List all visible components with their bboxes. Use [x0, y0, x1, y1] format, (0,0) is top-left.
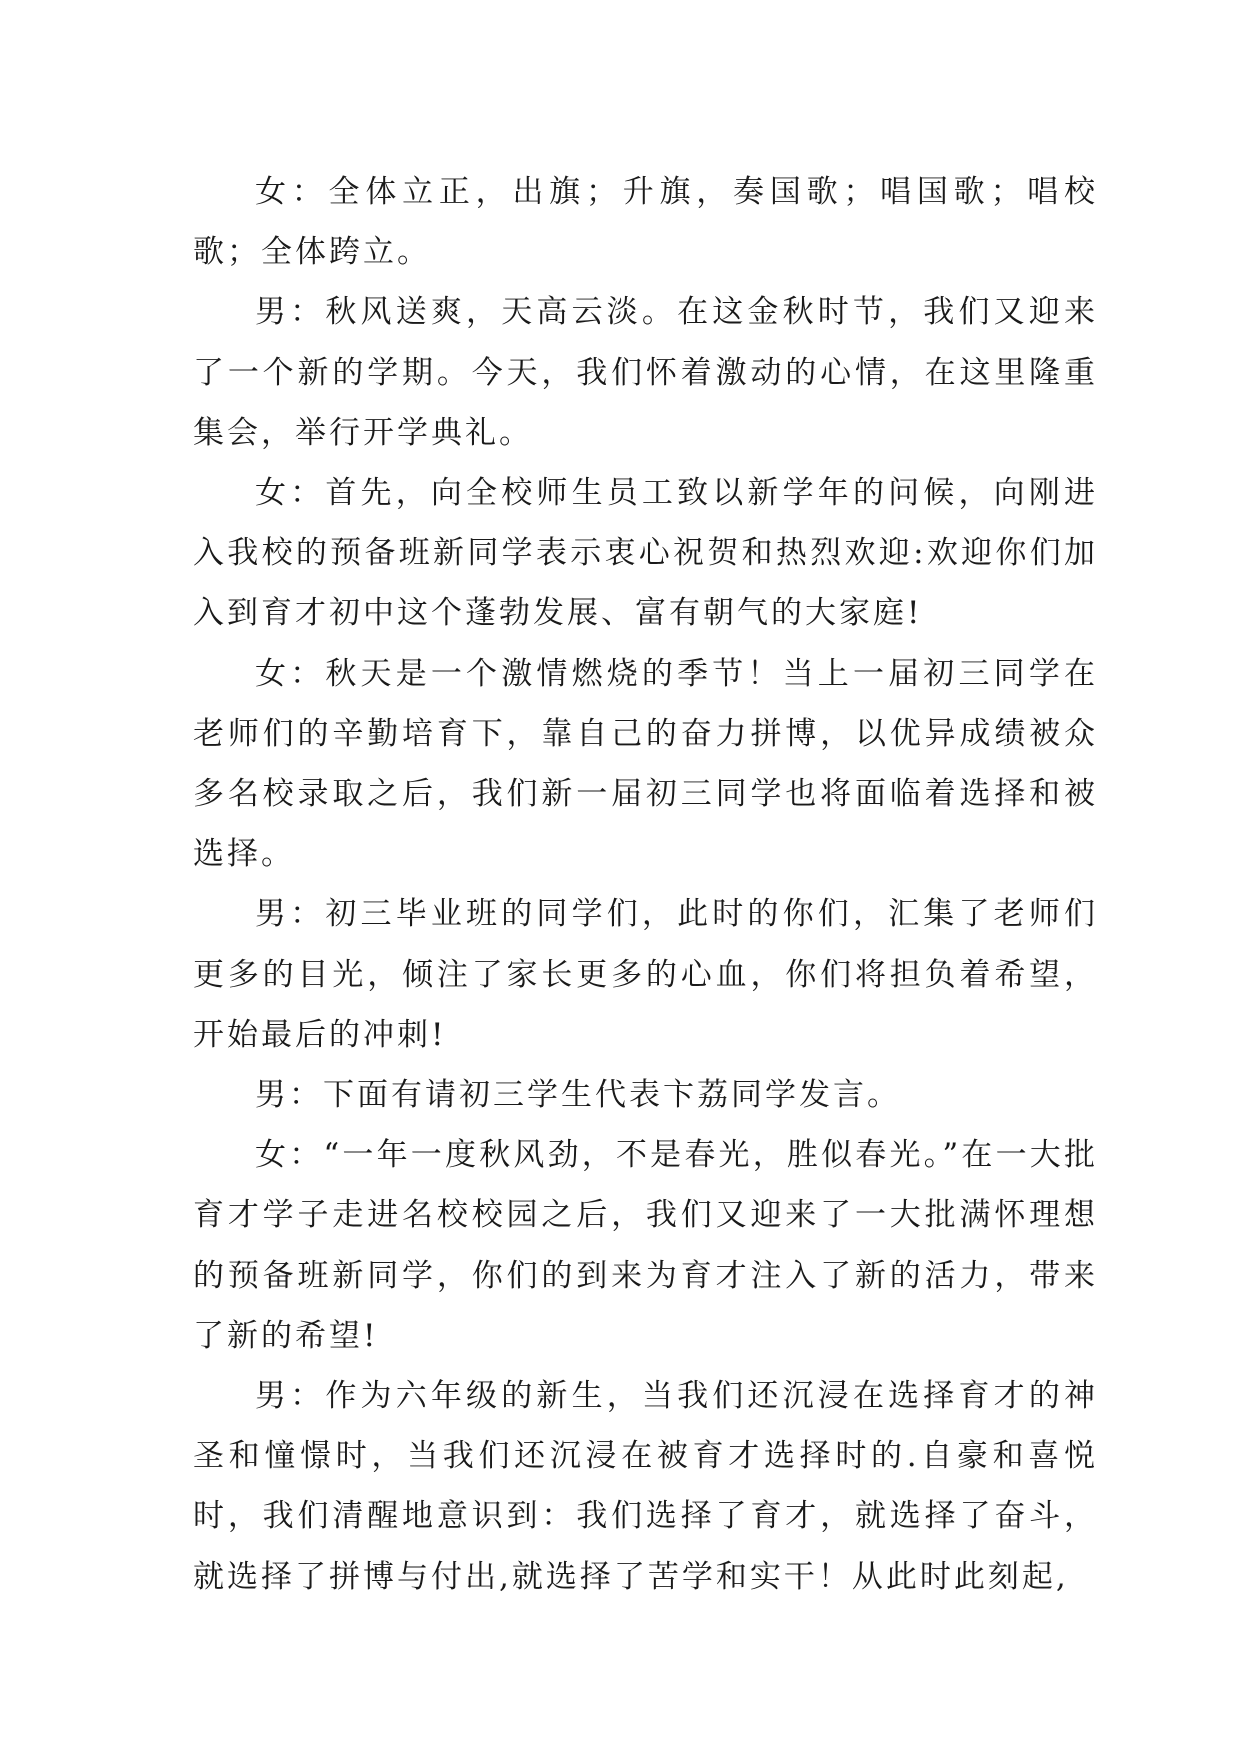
- paragraph-5: 男：初三毕业班的同学们，此时的你们，汇集了老师们更多的目光，倾注了家长更多的心血，你们将担负着希望，开始最后的冲刺!: [193, 896, 1098, 1053]
- paragraph-7: 女：“一年一度秋风劲，不是春光，胜似春光。”在一大批育才学子走进名校校园之后，我们又迎来了一大批满怀理想的预备班新同学，你们的到来为育才注入了新的活力，带来了新的希望!: [193, 1137, 1098, 1354]
- document-body: [193, 162, 1098, 1607]
- paragraph-8: 男：作为六年级的新生，当我们还沉浸在选择育才的神圣和憧憬时，当我们还沉浸在被育才选择时的.自豪和喜悦时，我们清醒地意识到：我们选择了育才，就选择了奋斗，就选择了拼博与付出,就选择了苦学和实干！从此时此刻起,: [193, 1378, 1098, 1595]
- paragraph-1: 女：全体立正，出旗；升旗，奏国歌；唱国歌；唱校歌；全体跨立。: [193, 174, 1098, 271]
- paragraph-6: 男：下面有请初三学生代表卞荔同学发言。: [255, 1077, 901, 1114]
- paragraph-2: 男：秋风送爽，天高云淡。在这金秋时节，我们又迎来了一个新的学期。今天，我们怀着激动的心情，在这里隆重集会，举行开学典礼。: [193, 294, 1098, 451]
- paragraph-4: 女：秋天是一个激情燃烧的季节！当上一届初三同学在老师们的辛勤培育下，靠自己的奋力拼博，以优异成绩被众多名校录取之后，我们新一届初三同学也将面临着选择和被选择。: [193, 655, 1098, 873]
- paragraph-3: 女：首先，向全校师生员工致以新学年的问候，向刚进入我校的预备班新同学表示衷心祝贺和热烈欢迎:欢迎你们加入到育才初中这个蓬勃发展、富有朝气的大家庭!: [193, 475, 1098, 632]
